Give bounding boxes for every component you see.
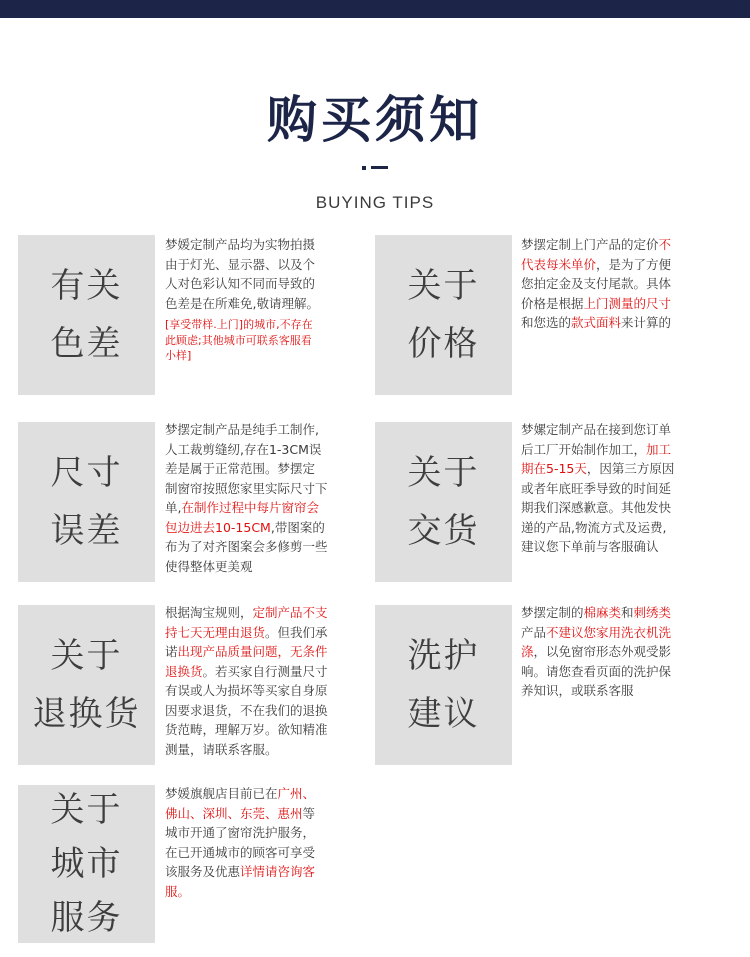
section-label-line: 关于 [50,636,123,676]
description-line [165,557,328,577]
description-text: 。若买家自行测量尺寸 [202,663,328,679]
description-text: 梦媛旗舰店目前已在 [165,786,278,801]
description-line [521,623,671,643]
highlight-text: 代表每米单价 [521,256,597,272]
description-text: 人对色彩认知不同而导致的 [165,276,316,291]
description-line [165,459,328,479]
description-text: 由于灯光、显示器、以及个 [165,256,316,272]
description-text: ，因第三方原因 [586,461,675,476]
description-line [165,479,328,499]
section-label-line: 关于 [407,453,480,493]
description-line [165,498,328,518]
description-text: 梦摆定制上门产品的定价 [521,237,659,252]
description-line [521,681,671,701]
description-text: 单, [165,500,182,515]
returns-label-box [18,605,155,765]
highlight-text: 佛山、深圳、东莞、惠州 [165,805,303,821]
highlight-text: 款式面料 [571,315,622,330]
page-subtitle: BUYING TIPS [315,193,435,212]
divider-dot [362,166,366,170]
description-text: 色差是在所难免,敬请理解。 [165,295,319,311]
section-label-line: 城市 [50,844,123,884]
description-text: 差是属于正常范围。梦摆定 [165,461,316,476]
section-label-line: 误差 [50,511,123,551]
section-label-line: 色差 [50,324,123,364]
description-text: 测量，请联系客服。 [165,741,278,757]
highlight-text: 出现产品质量问题，无条件 [177,644,328,659]
description-line [165,843,315,863]
description-line [521,603,671,623]
section-label-line: 关于 [407,266,480,306]
description-line [521,274,671,294]
description-line [165,603,328,623]
section-label-line: 退换货 [32,694,141,734]
description-text: 来计算的 [621,315,672,330]
title-divider-mark [362,166,388,170]
size-description [165,420,328,576]
description-line [165,255,319,275]
description-text: 梦媛定制产品均为实物拍摄 [165,237,316,252]
description-text: 价格是根据 [521,295,584,311]
description-line [521,440,674,460]
description-text: 产品 [521,624,547,640]
highlight-text: 期在5-15天 [521,461,587,476]
description-line [521,662,671,682]
description-line [165,784,315,804]
description-text: 递的产品,物流方式及运费, [521,519,667,535]
description-text: ，是为了方便 [596,256,672,272]
description-line [521,235,671,255]
description-line [165,701,328,721]
top-navy-bar [0,0,750,18]
price-description [521,235,671,333]
highlight-text: 包边进去10-15CM [165,519,271,535]
highlight-text: 上门测量的尺寸 [583,295,672,311]
description-line [521,642,671,662]
page-title: 购买须知 [267,90,483,149]
highlight-text: 退换货 [165,663,203,679]
description-text: 因要求退货，不在我们的退换 [165,702,328,718]
description-line [521,313,671,333]
description-line [165,681,328,701]
description-line [521,479,674,499]
highlight-text: 持七天无理由退货 [165,624,266,640]
note-line: 小样] [165,349,192,362]
section-label-line: 交货 [407,511,480,551]
care-label-box [375,605,512,765]
highlight-text: 广州、 [277,786,316,801]
description-text: 和 [621,605,634,620]
returns-description [165,603,328,759]
delivery-label-box [375,422,512,582]
description-line [521,420,674,440]
description-line [165,642,328,662]
highlight-text: 不 [658,237,672,252]
description-line [165,420,328,440]
section-label-line: 价格 [407,324,480,364]
description-text: 在已开通城市的顾客可享受 [165,844,316,860]
description-text: 根据淘宝规则， [165,605,253,620]
section-label-line: 尺寸 [50,453,123,493]
description-text: 布为了对齐图案会多修剪一些 [165,539,328,554]
city-description [165,784,315,901]
section-label-line: 关于 [50,790,123,830]
city-label-box [18,785,155,943]
note-line: 此顾虑;其他城市可联系客服看 [165,333,312,347]
description-line [165,274,319,294]
description-line [165,720,328,740]
description-line [521,518,674,538]
delivery-description [521,420,674,557]
section-label-line: 有关 [50,266,123,306]
size-label-box [18,422,155,582]
description-text: 您拍定金及支付尾款。具体 [521,276,672,291]
description-line [165,623,328,643]
description-text: 有误或人为损坏等买家自身原 [165,683,328,698]
highlight-text: 涤 [521,644,534,659]
description-text: 后工厂开始制作加工， [521,441,647,457]
description-text: 梦摆定制的 [521,605,584,620]
description-line [165,804,315,824]
description-line [521,255,671,275]
description-line [165,440,328,460]
description-line [165,740,328,760]
highlight-text: 定制产品不支 [252,605,328,620]
color-label-box [18,235,155,395]
price-label-box [375,235,512,395]
section-label-line: 洗护 [407,636,480,676]
description-text: 等 [302,805,316,821]
description-text: 期我们深感歉意。其他发快 [521,500,672,515]
care-description [521,603,671,701]
description-line [165,537,328,557]
description-text: 梦嫘定制产品在接到您订单 [521,422,672,437]
highlight-text: 不建议您家用洗衣机洗 [546,624,672,640]
description-text: 该服务及优惠 [165,864,241,879]
description-line [521,294,671,314]
description-text: 和您选的 [521,315,572,330]
description-line [165,823,315,843]
highlight-text: 刺绣类 [633,605,672,620]
description-line [165,662,328,682]
description-line [521,537,674,557]
description-line [165,862,315,882]
description-text: 响。请您查看页面的洗护保 [521,663,672,679]
color-description [165,235,319,364]
highlight-text: 加工 [646,441,672,457]
description-text: 。但我们承 [265,624,328,640]
note-line: [享受带样.上门]的城市,不存在 [165,318,313,331]
description-line [165,235,319,255]
description-text: 货范畴，理解万岁。欲知精准 [165,722,328,737]
section-label-line: 建议 [407,694,480,734]
description-text: ,带图案的 [270,519,325,535]
description-text: 诺 [165,644,178,659]
description-line [521,459,674,479]
description-text: 人工裁剪缝纫,存在1-3CM误 [165,441,322,457]
description-line [521,498,674,518]
highlight-text: 服。 [165,883,191,899]
description-text: 城市开通了窗帘洗护服务， [165,825,316,840]
highlight-text: 详情请咨询客 [240,864,316,879]
description-text: 梦摆定制产品是纯手工制作, [165,422,319,437]
description-line [165,294,319,314]
highlight-text: 在制作过程中每片窗帘会 [181,500,319,515]
description-line [165,518,328,538]
description-text: ，以免窗帘形态外观受影 [533,644,672,659]
description-text: 制窗帘按照您家里实际尺寸下 [165,480,328,496]
section-label-line: 服务 [50,898,123,938]
description-text: 养知识，或联系客服 [521,683,634,698]
description-text: 或者年底旺季导致的时间延 [521,480,672,496]
sample-service-note [165,317,319,364]
description-text: 使得整体更美观 [165,558,253,574]
divider-dash [371,166,388,169]
description-text: 建议您下单前与客服确认 [521,539,659,554]
description-line [165,882,315,902]
highlight-text: 棉麻类 [583,605,622,620]
